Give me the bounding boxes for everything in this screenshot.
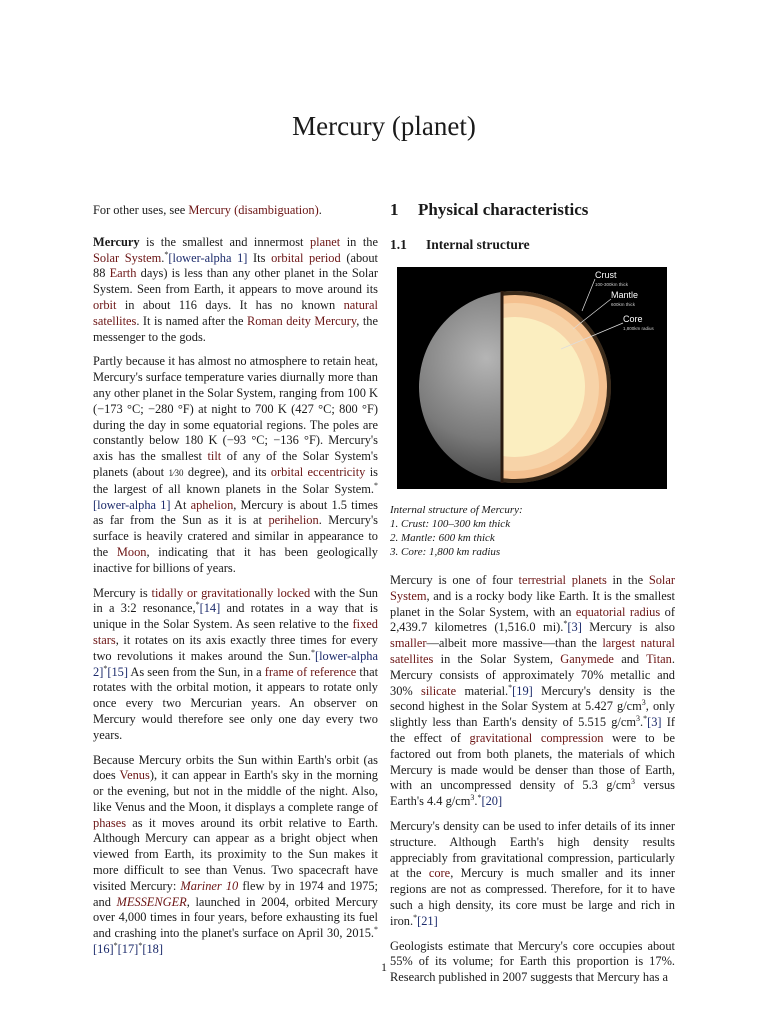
structure-paragraph-3: Geologists estimate that Mercury's core occupies about 55% of its volume; for Earth this proportion is 17%. Research published in 2007 suggests that Mercury has a: [390, 938, 675, 985]
cite-17[interactable]: [17]: [117, 942, 139, 957]
link-tidally-locked[interactable]: tidally or gravitationally locked: [151, 585, 311, 600]
subsection-heading: 1.1 Internal structure: [390, 237, 530, 252]
link-moon[interactable]: Moon: [116, 544, 147, 559]
link-aphelion[interactable]: aphelion: [190, 497, 234, 512]
link-phases[interactable]: phases: [93, 815, 127, 830]
link-planet[interactable]: planet: [309, 234, 341, 249]
link-natural-satellites[interactable]: natural satellites: [93, 297, 378, 328]
link-terrestrial-planets[interactable]: terrestrial planets: [518, 573, 607, 587]
cite-3[interactable]: [3]: [567, 620, 582, 635]
right-column: [390, 200, 675, 995]
figure-caption: Internal structure of Mercury: 1. Crust: 100–300 km thick 2. Mantle: 600 km thick 3. Core: 1,800 km radius: [390, 504, 523, 558]
link-roman-deity[interactable]: Roman deity Mercury: [246, 313, 357, 328]
link-frame-of-reference[interactable]: frame of reference: [264, 664, 357, 679]
structure-paragraph-2: Mercury's density can be used to infer details of its inner structure. Although Earth's high density results appreciably from gravitational compression, particularly at the core, Mercury is much smaller and its inner regions are not as compressed. Therefore, for it to have such a high density, its core must be large and rich in iron.*[21]: [390, 818, 675, 928]
label-mantle-sub: 600km thick: [611, 302, 636, 307]
link-smaller[interactable]: smaller: [390, 636, 427, 651]
link-orbital-eccentricity[interactable]: orbital eccentricity: [270, 464, 366, 479]
intro-paragraph-3: Mercury is tidally or gravitationally locked with the Sun in a 3:2 resonance,*[14] and rotates in a way that is unique in the Solar System. As seen relative to the fixed stars, it rotates on its axis exactly three times for every two revolutions it makes around the Sun.*[lower-alpha 2]*[15] As seen from the Sun, in a frame of reference that rotates with the orbital motion, it appears to rotate only once every two Mercurian years. An observer on Mercury would therefore see only one day every two years.: [93, 585, 379, 742]
link-largest-natural-satellites[interactable]: largest natural satellites: [390, 636, 675, 666]
intro-paragraph-1: Mercury is the smallest and innermost planet in the Solar System.*[lower-alpha 1] Its orbital period (about 88 Earth days) is less than any other planet in the Solar System. Seen from Earth, it appears to move around its orbit in about 116 days. It has no known natural satellites. It is named after the Roman deity Mercury, the messenger to the gods.: [93, 234, 378, 344]
left-column: [93, 203, 378, 967]
link-ganymede[interactable]: Ganymede: [560, 651, 614, 666]
link-venus[interactable]: Venus: [119, 768, 150, 783]
link-orbital-period[interactable]: orbital period: [271, 250, 341, 265]
label-core: Core: [623, 314, 643, 324]
link-gravitational-compression[interactable]: gravitational compression: [469, 730, 604, 745]
link-titan[interactable]: Titan: [646, 651, 672, 666]
label-mantle: Mantle: [611, 290, 639, 300]
cite-14[interactable]: [14]: [199, 601, 221, 616]
hatnote: For other uses, see Mercury (disambiguation).: [93, 203, 322, 217]
cite-20[interactable]: [20]: [481, 794, 503, 809]
cite-lower-alpha-2[interactable]: [lower-alpha 2]: [93, 648, 378, 679]
structure-paragraph-1: Mercury is one of four terrestrial planets in the Solar System, and is a rocky body like Earth. It is the smallest planet in the Solar System, with an equatorial radius of 2,439.7 kilometres (1,516.0 mi).*[3] Mercury is also smaller—albeit more massive—than the largest natural satellites in the Solar System, Ganymede and Titan. Mercury consists of approximately 70% metallic and 30% silicate material.*[19] Mercury's density is the second highest in the Solar System at 5.427 $g/cm^3$, only slightly less than Earth's density of 5.515 $g/cm^3.^*[3]$ If the effect of gravitational compression were to be factored out from both planets, the materials of which Mercury is made would be denser than those of Earth, with an uncompressed density of 5.3 $g/cm^3$ versus Earth's 4.4 $g/cm^3.^*[20]$: [390, 573, 676, 809]
link-equatorial-radius[interactable]: equatorial radius: [575, 604, 661, 619]
link-earth[interactable]: Earth: [109, 266, 137, 281]
page-number: 1: [381, 960, 387, 974]
link-solar-system[interactable]: Solar System: [93, 250, 162, 265]
link-core[interactable]: core: [428, 866, 451, 881]
cite-lower-alpha-1[interactable]: [lower-alpha 1]: [168, 250, 248, 265]
cite-16[interactable]: [16]: [93, 942, 114, 957]
label-crust: Crust: [595, 270, 617, 280]
link-perihelion[interactable]: perihelion: [268, 513, 319, 528]
link-solar-system-2[interactable]: Solar System: [390, 573, 675, 603]
link-mariner-10[interactable]: Mariner 10: [180, 878, 239, 893]
disambiguation-link[interactable]: Mercury (disambiguation): [188, 203, 319, 217]
intro-paragraph-2: Partly because it has almost no atmosphere to retain heat, Mercury's surface temperature varies diurnally more than any other planet in the Solar System, ranging from 100 K (−173 °C; −280 °F) at night to 700 K (427 °C; 800 °F) during the day in some equatorial regions. The poles are constantly below 180 K (−93 °C; −136 °F). Mercury's axis has the smallest tilt of any of the Solar System's planets (about 1⁄30 degree), and its orbital eccentricity is the largest of all known planets in the Solar System.*[lower-alpha 1] At aphelion, Mercury is about 1.5 times as far from the Sun as it is at perihelion. Mercury's surface is heavily cratered and similar in appearance to the Moon, indicating that it has been geologically inactive for billions of years.: [93, 354, 378, 575]
link-orbit[interactable]: orbit: [93, 297, 117, 312]
cite-lower-alpha-1b[interactable]: [lower-alpha 1]: [93, 497, 171, 512]
intro-paragraph-4: Because Mercury orbits the Sun within Earth's orbit (as does Venus), it can appear in Earth's sky in the morning or the evening, but not in the middle of the night. Also, like Venus and the Moon, it displays a complete range of phases as it moves around its orbit relative to Earth. Although Mercury can appear as a bright object when viewed from Earth, its proximity to the Sun makes it more difficult to see than Venus. Two spacecraft have visited Mercury: Mariner 10 flew by in 1974 and 1975; and MESSENGER, launched in 2004, orbited Mercury over 4,000 times in four years, before exhausting its fuel and crashing into the planet's surface on April 30, 2015.*[16]*[17]*[18]: [93, 752, 378, 957]
link-fixed-stars[interactable]: fixed stars: [93, 617, 378, 647]
cite-15[interactable]: [15]: [107, 664, 128, 679]
link-messenger[interactable]: MESSENGER: [116, 894, 187, 909]
cite-18[interactable]: [18]: [142, 942, 163, 957]
cite-19[interactable]: [19]: [512, 683, 533, 698]
cite-3b[interactable]: [3]: [647, 715, 662, 730]
link-tilt[interactable]: tilt: [207, 449, 222, 464]
page-title: Mercury (planet): [292, 111, 476, 141]
mercury-structure-figure: [397, 267, 667, 489]
label-core-sub: 1,800km radius: [623, 326, 654, 331]
cite-21[interactable]: [21]: [417, 913, 438, 928]
link-silicate[interactable]: silicate: [421, 683, 457, 698]
label-crust-sub: 100-300km thick: [595, 282, 629, 287]
section-heading: 1 Physical characteristics: [390, 200, 589, 219]
